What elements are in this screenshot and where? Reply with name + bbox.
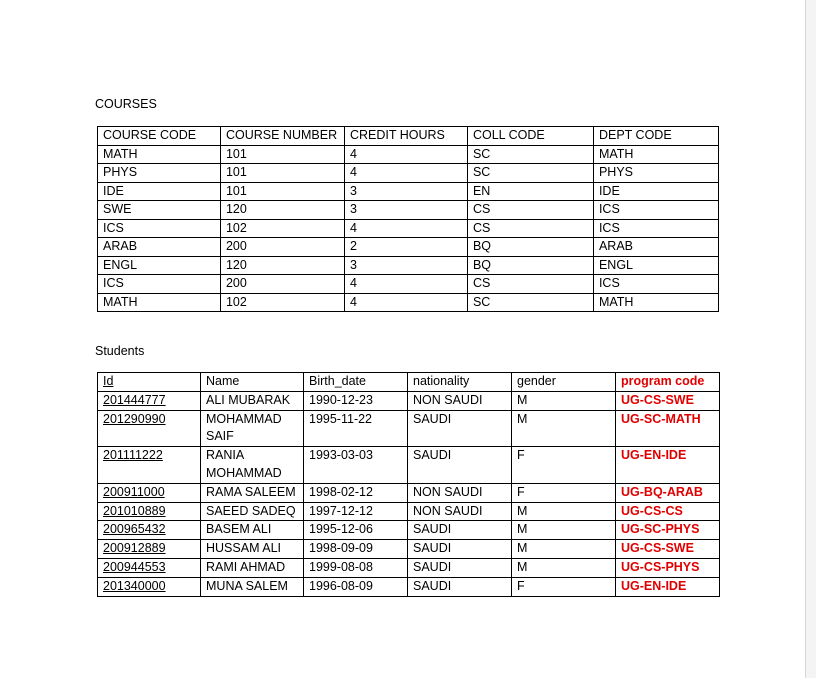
course-number-cell: 120 [220, 201, 344, 220]
coll-code-cell: CS [467, 275, 593, 294]
name-cell: SAEED SADEQ [201, 502, 304, 521]
dept-code-cell: MATH [593, 145, 718, 164]
courses-header-row [98, 127, 719, 146]
nationality-cell: NON SAUDI [408, 483, 512, 502]
gender-cell: M [512, 502, 616, 521]
table-row [98, 182, 719, 201]
id-cell [98, 447, 201, 484]
program-code-cell: UG-CS-PHYS [616, 558, 720, 577]
id-cell [98, 502, 201, 521]
course-number-cell: 101 [220, 164, 344, 183]
credit-hours-cell: 3 [344, 182, 467, 201]
student-id: 201111222 [103, 448, 163, 463]
table-row [98, 502, 720, 521]
course-number-cell: 200 [220, 238, 344, 257]
birth-date-cell: 1995-11-22 [304, 410, 408, 447]
dept-code-cell: ICS [593, 219, 718, 238]
birth-date-cell: 1995-12-06 [304, 521, 408, 540]
gender-cell: M [512, 521, 616, 540]
course-code-cell: ENGL [98, 256, 221, 275]
credit-hours-cell: 4 [344, 145, 467, 164]
nationality-cell: SAUDI [408, 540, 512, 559]
program-code-cell: UG-SC-MATH [616, 410, 720, 447]
gender-cell: F [512, 447, 616, 484]
student-id: 200911000 [103, 484, 165, 499]
students-header-row [98, 373, 720, 392]
student-id: 201290990 [103, 411, 166, 426]
vertical-scrollbar[interactable] [806, 0, 816, 678]
birth-date-cell: 1998-02-12 [304, 483, 408, 502]
birth-date-cell: 1998-09-09 [304, 540, 408, 559]
student-id: 200944553 [103, 559, 166, 574]
id-cell [98, 577, 201, 596]
column-header: COURSE CODE [98, 127, 221, 146]
nationality-cell: SAUDI [408, 447, 512, 484]
name-cell: RANIA MOHAMMAD [201, 447, 304, 484]
coll-code-cell: CS [467, 219, 593, 238]
table-row [98, 145, 719, 164]
coll-code-cell: CS [467, 201, 593, 220]
dept-code-cell: ICS [593, 275, 718, 294]
course-number-cell: 101 [220, 145, 344, 164]
program-code-cell: UG-EN-IDE [616, 577, 720, 596]
nationality-cell: NON SAUDI [408, 502, 512, 521]
dept-code-cell: ARAB [593, 238, 718, 257]
program-code-cell: UG-CS-CS [616, 502, 720, 521]
table-row [98, 558, 720, 577]
name-cell: BASEM ALI [201, 521, 304, 540]
program-code-cell: UG-CS-SWE [616, 540, 720, 559]
birth-date-cell: 1996-08-09 [304, 577, 408, 596]
column-header: nationality [408, 373, 512, 392]
column-header: program code [616, 373, 720, 392]
student-id: 200965432 [103, 522, 166, 537]
course-code-cell: SWE [98, 201, 221, 220]
table-row [98, 293, 719, 312]
table-row [98, 391, 720, 410]
nationality-cell: NON SAUDI [408, 391, 512, 410]
program-code-cell: UG-SC-PHYS [616, 521, 720, 540]
birth-date-cell: 1997-12-12 [304, 502, 408, 521]
birth-date-cell: 1993-03-03 [304, 447, 408, 484]
program-code-cell: UG-BQ-ARAB [616, 483, 720, 502]
course-code-cell: PHYS [98, 164, 221, 183]
column-header: COLL CODE [467, 127, 593, 146]
dept-code-cell: ENGL [593, 256, 718, 275]
name-cell: ALI MUBARAK [201, 391, 304, 410]
name-cell: MOHAMMAD SAIF [201, 410, 304, 447]
student-id: 201444777 [103, 392, 166, 407]
birth-date-cell: 1990-12-23 [304, 391, 408, 410]
column-header [98, 373, 201, 392]
table-row [98, 521, 720, 540]
student-id: 201340000 [103, 578, 166, 593]
course-code-cell: ICS [98, 275, 221, 294]
coll-code-cell: BQ [467, 256, 593, 275]
id-cell [98, 410, 201, 447]
table-row [98, 238, 719, 257]
students-table [97, 372, 720, 597]
birth-date-cell: 1999-08-08 [304, 558, 408, 577]
column-header: COURSE NUMBER [220, 127, 344, 146]
dept-code-cell: PHYS [593, 164, 718, 183]
nationality-cell: SAUDI [408, 521, 512, 540]
credit-hours-cell: 4 [344, 275, 467, 294]
credit-hours-cell: 4 [344, 164, 467, 183]
id-cell [98, 391, 201, 410]
column-header: Birth_date [304, 373, 408, 392]
table-row [98, 483, 720, 502]
course-code-cell: IDE [98, 182, 221, 201]
table-row [98, 577, 720, 596]
program-code-cell: UG-EN-IDE [616, 447, 720, 484]
credit-hours-cell: 4 [344, 219, 467, 238]
gender-cell: F [512, 577, 616, 596]
column-header: CREDIT HOURS [344, 127, 467, 146]
id-cell [98, 483, 201, 502]
course-code-cell: ICS [98, 219, 221, 238]
dept-code-cell: IDE [593, 182, 718, 201]
gender-cell: M [512, 540, 616, 559]
student-id: 201010889 [103, 503, 166, 518]
courses-title: COURSES [95, 97, 157, 111]
id-cell [98, 521, 201, 540]
nationality-cell: SAUDI [408, 558, 512, 577]
table-row [98, 219, 719, 238]
course-code-cell: MATH [98, 293, 221, 312]
credit-hours-cell: 3 [344, 201, 467, 220]
course-number-cell: 102 [220, 219, 344, 238]
name-cell: RAMI AHMAD [201, 558, 304, 577]
coll-code-cell: SC [467, 293, 593, 312]
dept-code-cell: MATH [593, 293, 718, 312]
courses-table [97, 126, 719, 312]
student-id: 200912889 [103, 541, 166, 556]
table-row [98, 447, 720, 484]
table-row [98, 201, 719, 220]
program-code-cell: UG-CS-SWE [616, 391, 720, 410]
column-header: DEPT CODE [593, 127, 718, 146]
coll-code-cell: SC [467, 145, 593, 164]
course-number-cell: 102 [220, 293, 344, 312]
course-number-cell: 120 [220, 256, 344, 275]
credit-hours-cell: 4 [344, 293, 467, 312]
column-header: gender [512, 373, 616, 392]
name-cell: RAMA SALEEM [201, 483, 304, 502]
students-title: Students [95, 344, 145, 358]
table-row [98, 275, 719, 294]
table-row [98, 410, 720, 447]
table-row [98, 164, 719, 183]
id-cell [98, 558, 201, 577]
name-cell: HUSSAM ALI [201, 540, 304, 559]
table-row [98, 256, 719, 275]
course-number-cell: 200 [220, 275, 344, 294]
course-number-cell: 101 [220, 182, 344, 201]
coll-code-cell: BQ [467, 238, 593, 257]
course-code-cell: ARAB [98, 238, 221, 257]
credit-hours-cell: 2 [344, 238, 467, 257]
coll-code-cell: EN [467, 182, 593, 201]
dept-code-cell: ICS [593, 201, 718, 220]
table-row [98, 540, 720, 559]
coll-code-cell: SC [467, 164, 593, 183]
nationality-cell: SAUDI [408, 577, 512, 596]
gender-cell: F [512, 483, 616, 502]
id-cell [98, 540, 201, 559]
gender-cell: M [512, 410, 616, 447]
name-cell: MUNA SALEM [201, 577, 304, 596]
gender-cell: M [512, 391, 616, 410]
course-code-cell: MATH [98, 145, 221, 164]
nationality-cell: SAUDI [408, 410, 512, 447]
column-header: Name [201, 373, 304, 392]
credit-hours-cell: 3 [344, 256, 467, 275]
id-header-text: Id [103, 374, 114, 388]
gender-cell: M [512, 558, 616, 577]
